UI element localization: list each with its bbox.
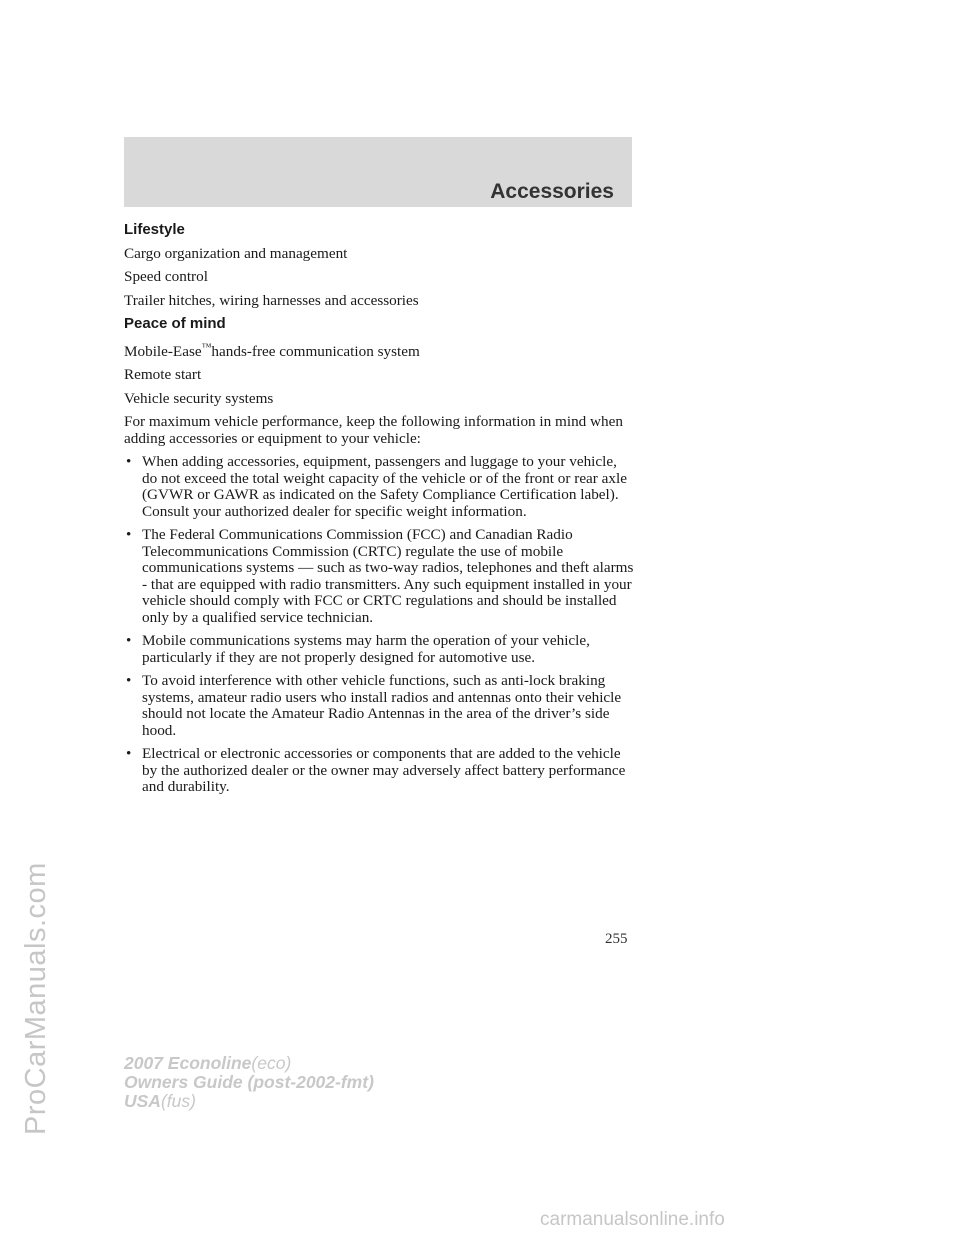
lifestyle-heading: Lifestyle bbox=[124, 221, 185, 238]
list-item bbox=[124, 746, 634, 796]
peace-of-mind-heading: Peace of mind bbox=[124, 315, 226, 332]
footer-line-model: 2007 Econoline(eco) bbox=[124, 1053, 292, 1073]
document-footer bbox=[124, 1054, 374, 1111]
list-item-text: To avoid interference with other vehicle functions, such as anti-lock braking systems, amateur radio users who install radios and antennas onto their vehicle should not locate the Amateur Radio Antennas in the area of the driver’s side hood. bbox=[142, 672, 622, 739]
section-header-band bbox=[124, 137, 632, 207]
bullet-icon: • bbox=[126, 453, 132, 471]
list-item-text: Mobile communications systems may harm the operation of your vehicle, particularly if they are not properly designed for automotive use. bbox=[142, 632, 590, 666]
list-item bbox=[124, 633, 634, 666]
trademark-symbol: ™ bbox=[201, 341, 212, 353]
mobile-ease-name: Mobile-Ease bbox=[124, 342, 202, 360]
list-item bbox=[124, 673, 634, 739]
intro-paragraph: For maximum vehicle performance, keep the following information in mind when adding accessories or equipment to your vehicle: bbox=[124, 413, 623, 447]
list-item bbox=[124, 454, 634, 520]
lifestyle-item: Speed control bbox=[124, 268, 208, 285]
peace-of-mind-item: Remote start bbox=[124, 366, 202, 384]
page-content bbox=[124, 222, 634, 803]
peace-of-mind-item: Vehicle security systems bbox=[124, 389, 274, 407]
mobile-ease-description: hands-free communication system bbox=[211, 342, 420, 360]
mobile-ease-item bbox=[124, 340, 634, 361]
bullet-icon: • bbox=[126, 745, 132, 763]
accessory-guidelines-list bbox=[124, 454, 634, 796]
lifestyle-item: Cargo organization and management bbox=[124, 244, 348, 262]
footer-line-market: USA(fus) bbox=[124, 1091, 196, 1111]
side-watermark: ProCarManuals.com bbox=[20, 862, 52, 1135]
bottom-watermark: carmanualsonline.info bbox=[540, 1209, 725, 1230]
page-number: 255 bbox=[605, 931, 628, 947]
bullet-icon: • bbox=[126, 672, 132, 690]
lifestyle-item: Trailer hitches, wiring harnesses and accessories bbox=[124, 291, 419, 309]
list-item-text: When adding accessories, equipment, passengers and luggage to your vehicle, do not exceed the total weight capacity of the vehicle or of the front or rear axle (GVWR or GAWR as indicated on the Safety Compliance Certification label). Consult your authorized dealer for specific weight information. bbox=[142, 453, 627, 520]
bullet-icon: • bbox=[126, 632, 132, 650]
list-item-text: The Federal Communications Commission (FCC) and Canadian Radio Telecommunications Commission (CRTC) regulate the use of mobile communications systems — such as two-way radios, telephones and theft alarms - that are equipped with radio transmitters. Any such equipment installed in your vehicle should comply with FCC or CRTC regulations and should be installed only by a qualified service technician. bbox=[142, 526, 634, 626]
section-title: Accessories bbox=[490, 180, 614, 203]
footer-line-guide: Owners Guide (post-2002-fmt) bbox=[124, 1072, 374, 1092]
list-item bbox=[124, 527, 634, 626]
bullet-icon: • bbox=[126, 526, 132, 544]
list-item-text: Electrical or electronic accessories or components that are added to the vehicle by the authorized dealer or the owner may adversely affect battery performance and durability. bbox=[142, 745, 626, 796]
